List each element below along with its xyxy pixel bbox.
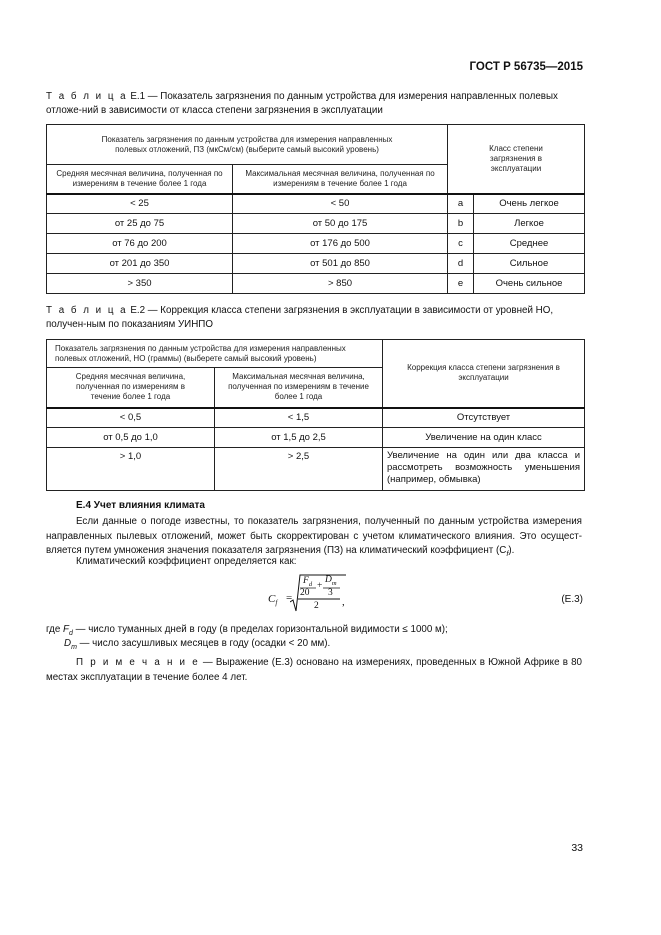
- where-fd-symbol: F: [63, 624, 70, 635]
- cell-class: Очень сильное: [474, 274, 585, 294]
- table-row: [47, 428, 585, 448]
- cell-avg: от 201 до 350: [47, 254, 233, 274]
- table1-caption-text: Е.1 — Показатель загрязнения по данным устройства для измерения направленных полевых отложе-ний в зависимости от класса степени загрязнения в эксплуатации: [46, 91, 558, 116]
- cell-avg: от 76 до 200: [47, 234, 233, 254]
- table2-col1-header: Средняя месячная величина, полученная по измерениям в течение более 1 года: [47, 368, 215, 408]
- table2-col2-header: Максимальная месячная величина, полученная по измерениям в течение более 1 года: [215, 368, 383, 408]
- formula-number: (Е.3): [561, 594, 583, 605]
- cell-max: от 501 до 850: [233, 254, 448, 274]
- formula-fd-symbol: F: [303, 576, 309, 586]
- formula-cf-sub: f: [275, 599, 278, 608]
- where-dm-text: — число засушливых месяцев в году (осадки < 20 мм).: [79, 638, 331, 649]
- cell-correction: Увеличение на один класс: [383, 428, 585, 448]
- cell-class: Легкое: [474, 214, 585, 234]
- cell-max: от 176 до 500: [233, 234, 448, 254]
- cell-max: > 850: [233, 274, 448, 294]
- cell-avg: от 0,5 до 1,0: [47, 428, 215, 448]
- note-label: П р и м е ч а н и е: [76, 657, 200, 668]
- table2-corr-header: Коррекция класса степени загрязнения в эксплуатации: [383, 340, 585, 408]
- formula-twenty: 20: [300, 588, 310, 598]
- table2-caption-text: Е.2 — Коррекция класса степени загрязнения в эксплуатации в зависимости от уровней НО, получен-ным по показаниям УИНПО: [46, 305, 554, 330]
- cell-avg: > 350: [47, 274, 233, 294]
- cell-max: > 2,5: [215, 448, 383, 491]
- standard-number: ГОСТ Р 56735—2015: [469, 61, 583, 73]
- table-row: [47, 448, 585, 491]
- table1-caption-label: Т а б л и ц а: [46, 91, 128, 102]
- cell-code: b: [448, 214, 474, 234]
- table1-caption: [46, 90, 582, 118]
- formula-cf: C: [268, 593, 276, 605]
- table-row: [47, 234, 585, 254]
- table-e1: [46, 124, 585, 294]
- table-row: [47, 254, 585, 274]
- cell-code: a: [448, 194, 474, 214]
- page-number: 33: [571, 842, 583, 854]
- formula-three: 3: [328, 588, 333, 598]
- table1-col1-header: Средняя месячная величина, полученная по измерениям в течение более 1 года: [47, 165, 233, 194]
- formula-fd: [303, 576, 312, 588]
- formula-fd-sub: d: [308, 580, 313, 588]
- table1-class-header: Класс степени загрязнения в эксплуатации: [448, 125, 585, 194]
- cell-avg: > 1,0: [47, 448, 215, 491]
- where-dm: [64, 638, 330, 651]
- where-dm-sub: m: [71, 643, 77, 651]
- cell-code: c: [448, 234, 474, 254]
- cell-class: Среднее: [474, 234, 585, 254]
- table2-caption-label: Т а б л и ц а: [46, 305, 128, 316]
- cell-code: e: [448, 274, 474, 294]
- cell-class: Сильное: [474, 254, 585, 274]
- cell-max: от 1,5 до 2,5: [215, 428, 383, 448]
- formula-comma: ,: [342, 596, 345, 608]
- cell-avg: < 25: [47, 194, 233, 214]
- table2-group-header: Показатель загрязнения по данным устройства для измерения направленных полевых отложений, НО (граммы) (выберете самый высокий уровень): [47, 340, 383, 368]
- formula-plus: +: [317, 581, 323, 591]
- table-row: [47, 214, 585, 234]
- section-heading: Е.4 Учет влияния климата: [76, 500, 205, 511]
- where-dm-symbol: D: [64, 638, 72, 649]
- para1-end: ).: [508, 545, 515, 556]
- formula-e3: [262, 570, 382, 620]
- table2-caption: [46, 304, 582, 332]
- note: [46, 656, 582, 685]
- cell-avg: < 0,5: [47, 408, 215, 428]
- table-e2: [46, 339, 585, 491]
- where-fd-text: — число туманных дней в году (в пределах горизонтальной видимости ≤ 1000 м);: [75, 624, 448, 635]
- formula-dm-symbol: D: [325, 575, 332, 585]
- para1-subscript: f: [506, 548, 509, 558]
- where-fd-sub: d: [69, 629, 73, 637]
- where-prefix: где: [46, 624, 61, 635]
- cell-correction: Отсутствует: [383, 408, 585, 428]
- para1-text: Если данные о погоде известны, то показатель загрязнения, полученный по данным устройства измерения направленных пылевых отложений, может быть скорректирован с учетом климатического влияния. Это осущест-вляется путем умножения значения показателя загрязнения (ПЗ) на климатический коэффициент (C: [46, 516, 582, 556]
- table-row: [47, 274, 585, 294]
- formula-dm: [325, 575, 337, 587]
- formula-two: 2: [314, 601, 319, 611]
- cell-correction: Увеличение на один или два класса и рассмотреть возможность уменьшения (например, обмывка): [383, 448, 585, 491]
- formula-dm-sub: m: [331, 579, 337, 587]
- table-row: [47, 194, 585, 214]
- formula-lhs: [268, 593, 277, 607]
- section-paragraph-2: Климатический коэффициент определяется как:: [76, 556, 297, 567]
- note-text: — Выражение (Е.3) основано на измерениях, проведенных в Южной Африке в 80 местах эксплуатации в течение более 4 лет.: [46, 657, 582, 683]
- table-row: [47, 408, 585, 428]
- cell-class: Очень легкое: [474, 194, 585, 214]
- table1-col2-header: Максимальная месячная величина, полученная по измерениям в течение более 1 года: [233, 165, 448, 194]
- cell-max: < 50: [233, 194, 448, 214]
- where-fd: [46, 624, 448, 637]
- table1-group-header: Показатель загрязнения по данным устройства для измерения направленных полевых отложений, ПЗ (мкСм/см) (выберите самый высокий уровень): [47, 125, 448, 165]
- cell-max: < 1,5: [215, 408, 383, 428]
- cell-code: d: [448, 254, 474, 274]
- cell-avg: от 25 до 75: [47, 214, 233, 234]
- formula-equals: =: [286, 592, 293, 604]
- cell-max: от 50 до 175: [233, 214, 448, 234]
